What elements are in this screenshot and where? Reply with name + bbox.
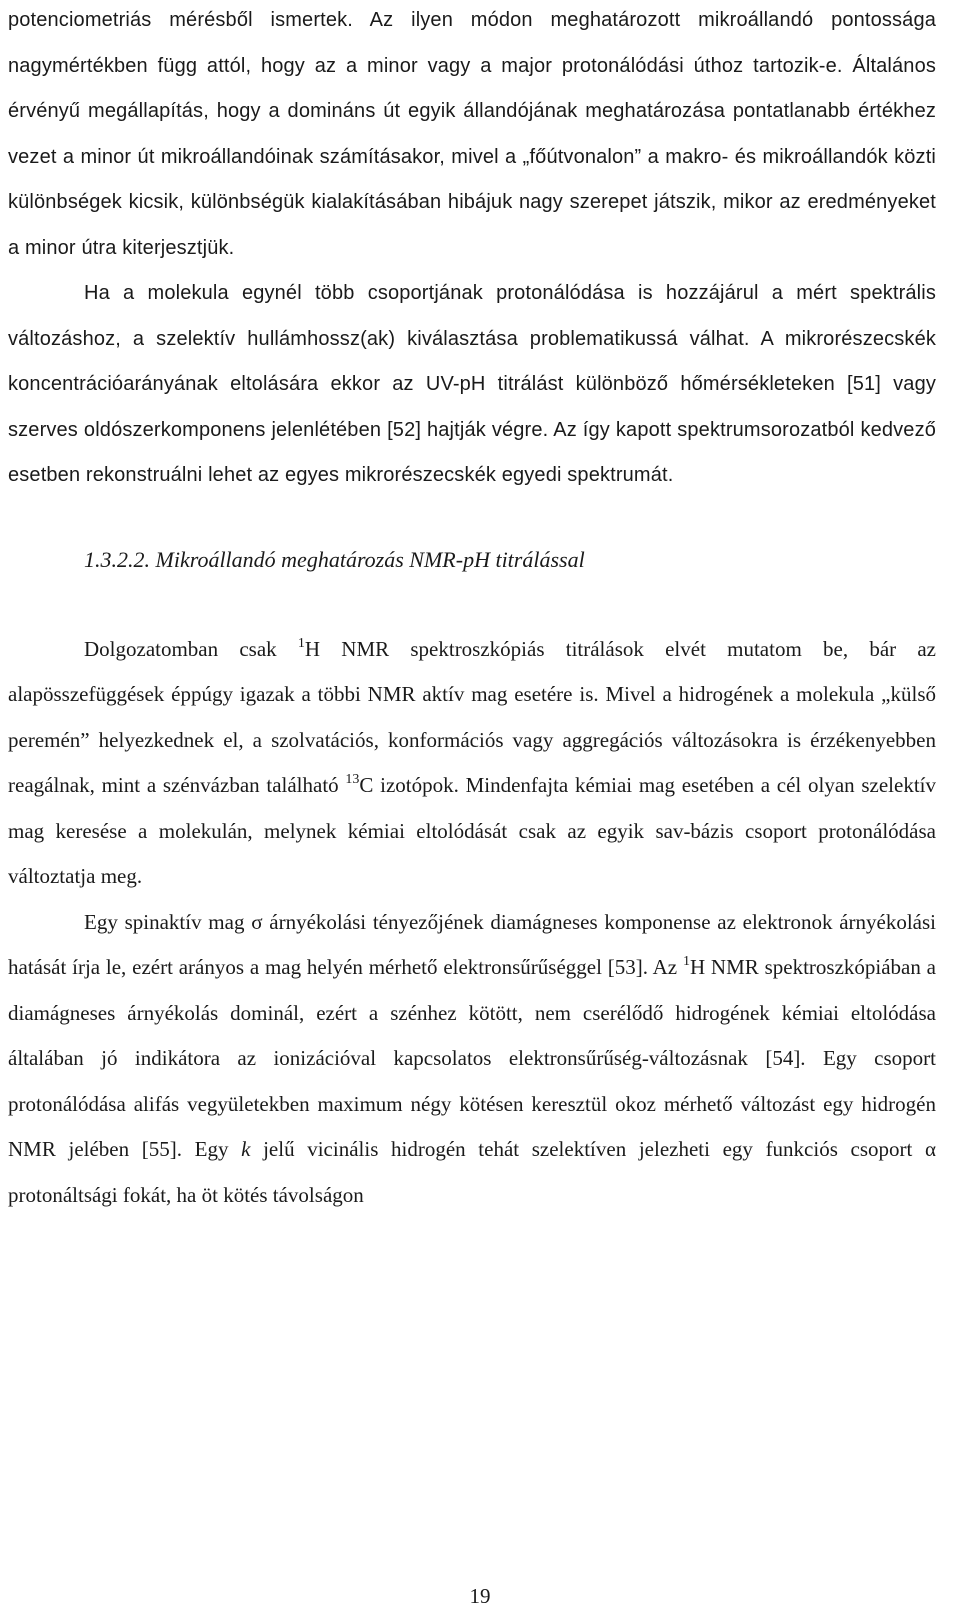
p4-text-c: jelű vicinális hidrogén tehát szelektíven jelezheti egy funkciós csoport α protonáltsági fokát, ha öt kötés távolságon [8, 1137, 936, 1207]
variable-k: k [241, 1137, 251, 1161]
p4-text-b: H NMR spektroszkópiában a diamágneses árnyékolás dominál, ezért a szénhez kötött, nem cserélődő hidrogének kémiai eltolódása általában jó indikátora az ionizációval kapcsolatos elektronsűrűség-változásnak [54]. Egy csoport protonálódása alifás vegyületekben maximum négy kötésen keresztül okoz mérhető változást egy hidrogén NMR jelében [55]. Egy [8, 955, 937, 1161]
p4-text-a: Egy spinaktív mag σ árnyékolási tényezőjének diamágneses komponense az elektronok árnyékolási hatását írja le, ezért arányos a mag helyén mérhető elektronsűrűséggel [53]. Az [8, 909, 936, 979]
paragraph-1: potenciometriás mérésből ismertek. Az ilyen módon meghatározott mikroállandó pontossága nagymértékben függ attól, hogy az a minor vagy a major protonálódási úthoz tartozik-e. Általános érvényű megállapítás, hogy a domináns út egyik állandójának meghatározása pontatlanabb értékhez vezet a minor út mikroállandóinak számításakor, mivel a „főútvonalon” a makro- és mikroállandók közti különbségek kicsik, különbségük kialakításában hibájuk nagy szerepet játszik, mikor az eredményeket a minor útra kiterjesztjük. [8, 9, 936, 259]
paragraph-2: Ha a molekula egynél több csoportjának protonálódása is hozzájárul a mért spektrális változáshoz, a szelektív hullámhossz(ak) kiválasztása problematikussá válhat. A mikrorészecskék koncentrációarányának eltolására ekkor az UV-pH titrálást különböző hőmérsékleteken [51] vagy szerves oldószerkomponens jelenlétében [52] hajtják végre. Az így kapott spektrumsorozatból kedvező esetben rekonstruálni lehet az egyes mikrorészecskék egyedi spektrumát. [8, 282, 936, 486]
document-page [8, 0, 936, 1218]
paragraph-3 [8, 627, 936, 900]
paragraph-4 [8, 900, 936, 1219]
superscript-13: 13 [345, 772, 360, 787]
p3-text-b: H NMR spektroszkópiás titrálások elvét mutatom be, bár az alapösszefüggések éppúgy igazak a többi NMR aktív mag esetére is. Mivel a hidrogének a molekula „külső peremén” helyezkednek el, a szolvatációs, konformációs vagy aggregációs változásokra is érzékenyebben reagálnak, mint a szénvázban található [8, 636, 936, 797]
section-heading: 1.3.2.2. Mikroállandó meghatározás NMR-pH titrálással [84, 546, 585, 572]
p3-text-a: Dolgozatomban csak [84, 636, 298, 661]
superscript-1: 1 [297, 635, 305, 651]
page-number: 19 [469, 1584, 491, 1608]
superscript-1b: 1 [682, 954, 690, 969]
paragraph-block-1 [8, 0, 936, 499]
p3-text-c: C izotópok. Mindenfajta kémiai mag esetében a cél olyan szelektív mag keresése a molekulán, melynek kémiai eltolódását csak az egyik sav-bázis csoport protonálódása változtatja meg. [8, 773, 937, 888]
